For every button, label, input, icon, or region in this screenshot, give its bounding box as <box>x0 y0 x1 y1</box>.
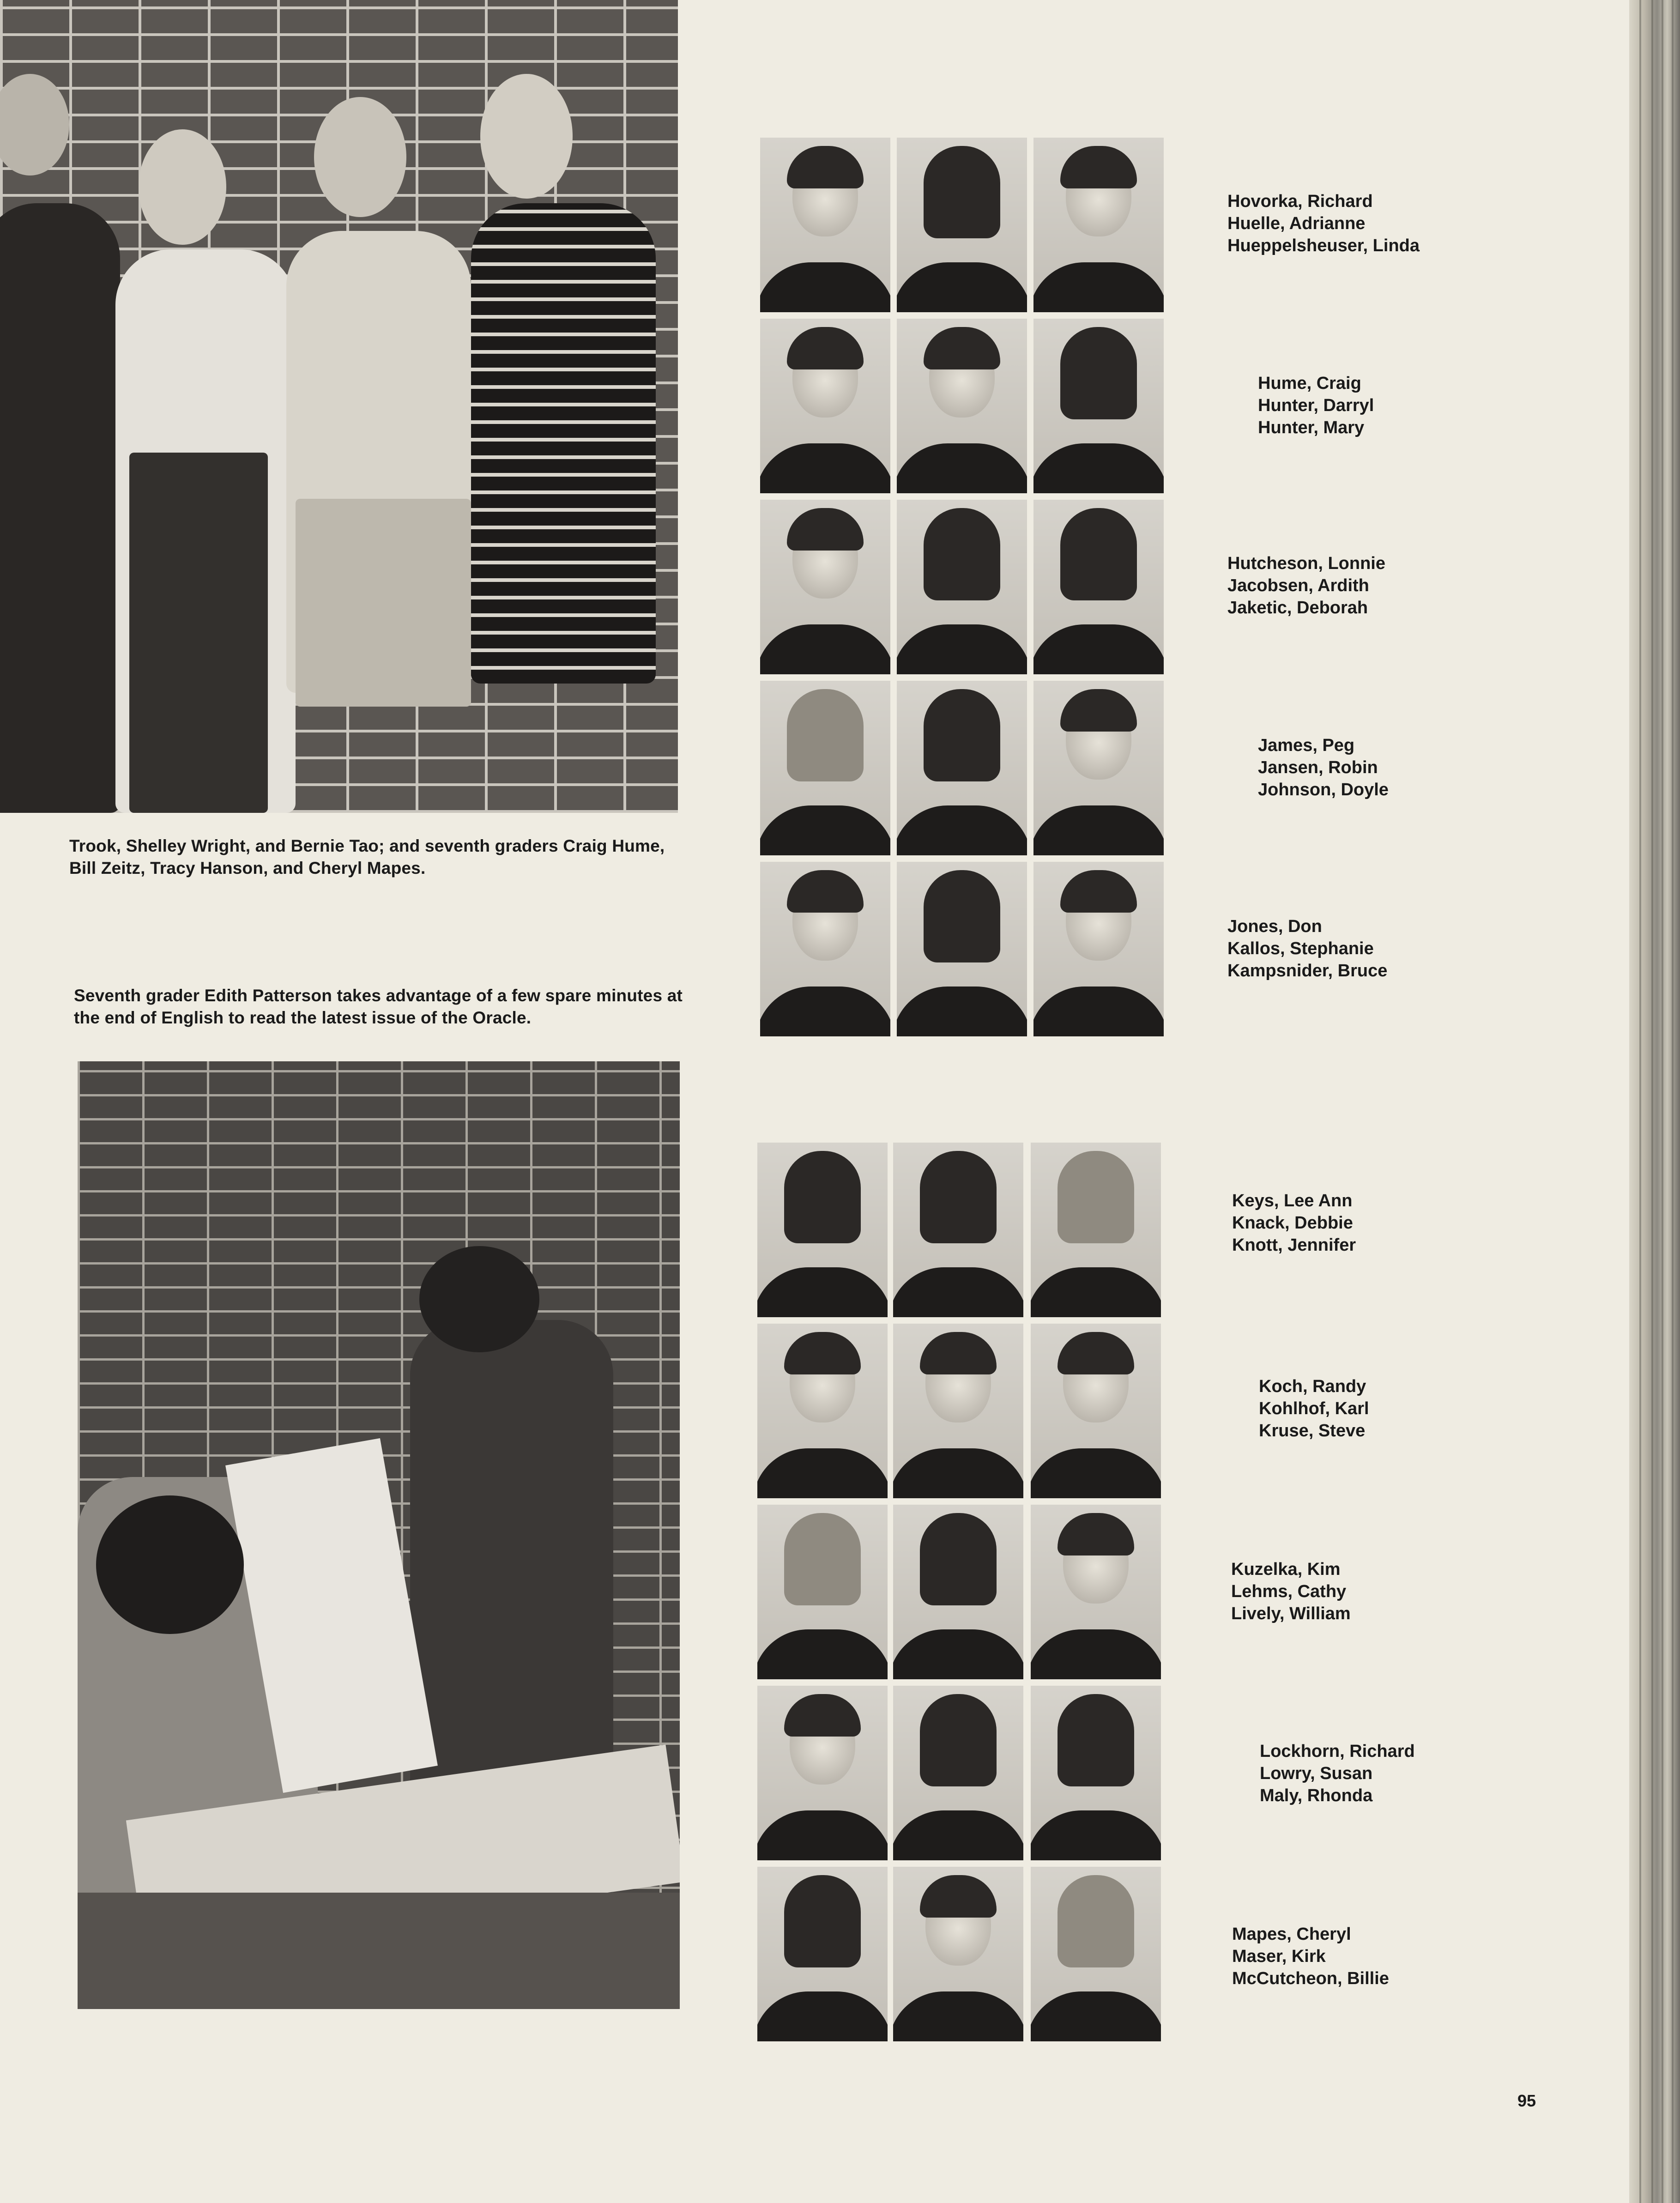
portrait <box>757 1143 888 1317</box>
student-name: Kruse, Steve <box>1259 1421 1366 1440</box>
student-name: Maly, Rhonda <box>1260 1786 1373 1805</box>
portrait <box>757 1686 888 1860</box>
student-name: Hovorka, Richard <box>1227 192 1373 211</box>
student-name: McCutcheon, Billie <box>1232 1969 1389 1988</box>
student-name: Huelle, Adrianne <box>1227 214 1366 233</box>
student-name: Lowry, Susan <box>1260 1764 1373 1783</box>
portrait <box>1031 1505 1161 1679</box>
student-name: Kuzelka, Kim <box>1231 1560 1341 1579</box>
student-name: Hume, Craig <box>1258 374 1361 393</box>
student-name: Kallos, Stephanie <box>1227 939 1374 958</box>
portrait <box>893 1505 1023 1679</box>
portrait <box>760 862 890 1036</box>
student-name: Johnson, Doyle <box>1258 780 1389 799</box>
student-name: Hunter, Mary <box>1258 418 1365 437</box>
student-name: Jaketic, Deborah <box>1227 598 1368 617</box>
portrait <box>897 500 1027 674</box>
name-group <box>1258 734 1389 801</box>
student-name: Hutcheson, Lonnie <box>1227 554 1385 573</box>
student-name: Kohlhof, Karl <box>1259 1399 1369 1418</box>
portrait <box>897 319 1027 493</box>
portrait <box>1031 1867 1161 2041</box>
student-name: Jones, Don <box>1227 917 1322 936</box>
portrait <box>1033 319 1164 493</box>
student-name: Knack, Debbie <box>1232 1213 1353 1233</box>
portrait <box>757 1867 888 2041</box>
portrait <box>760 500 890 674</box>
student-name: Hunter, Darryl <box>1258 396 1374 415</box>
student-name: Koch, Randy <box>1259 1377 1366 1396</box>
student-name: Knott, Jennifer <box>1232 1235 1356 1255</box>
student-name: Lockhorn, Richard <box>1260 1742 1415 1761</box>
name-group <box>1227 552 1385 619</box>
name-group <box>1260 1740 1415 1807</box>
page-edge <box>1629 0 1680 2203</box>
student-name: Lively, William <box>1231 1604 1351 1623</box>
portrait <box>893 1686 1023 1860</box>
name-group <box>1258 372 1374 439</box>
portrait <box>760 681 890 855</box>
caption-middle: Seventh grader Edith Patterson takes advantage of a few spare minutes at the end of English to read the latest issue of the Oracle. <box>74 986 683 1027</box>
student-name: Kampsnider, Bruce <box>1227 961 1388 980</box>
portrait <box>757 1505 888 1679</box>
student-name: Keys, Lee Ann <box>1232 1191 1353 1210</box>
portrait <box>760 319 890 493</box>
classroom-photo <box>78 1061 680 2009</box>
portrait <box>1031 1324 1161 1498</box>
name-group <box>1231 1558 1351 1625</box>
caption-top: Trook, Shelley Wright, and Bernie Tao; and seventh graders Craig Hume, Bill Zeitz, Tracy Hanson, and Cheryl Mapes. <box>69 836 665 878</box>
page-number: 95 <box>1517 2091 1536 2110</box>
portrait <box>1031 1143 1161 1317</box>
portrait <box>897 138 1027 312</box>
name-group <box>1232 1190 1356 1256</box>
portrait <box>897 862 1027 1036</box>
student-name: Jacobsen, Ardith <box>1227 576 1369 595</box>
portrait <box>1033 500 1164 674</box>
student-name: Maser, Kirk <box>1232 1947 1326 1966</box>
portrait <box>1033 138 1164 312</box>
portrait <box>757 1324 888 1498</box>
portrait <box>893 1867 1023 2041</box>
portrait <box>760 138 890 312</box>
student-name: Lehms, Cathy <box>1231 1582 1347 1601</box>
student-name: James, Peg <box>1258 736 1355 755</box>
portrait <box>1033 681 1164 855</box>
name-group <box>1232 1923 1389 1990</box>
portrait <box>893 1143 1023 1317</box>
portrait <box>897 681 1027 855</box>
name-group <box>1259 1375 1369 1442</box>
portrait <box>893 1324 1023 1498</box>
portrait <box>1033 862 1164 1036</box>
student-name: Jansen, Robin <box>1258 758 1378 777</box>
student-name: Hueppelsheuser, Linda <box>1227 236 1420 255</box>
portrait <box>1031 1686 1161 1860</box>
name-group <box>1227 915 1387 982</box>
group-photo <box>0 0 678 813</box>
student-name: Mapes, Cheryl <box>1232 1925 1351 1944</box>
name-group <box>1227 190 1420 257</box>
